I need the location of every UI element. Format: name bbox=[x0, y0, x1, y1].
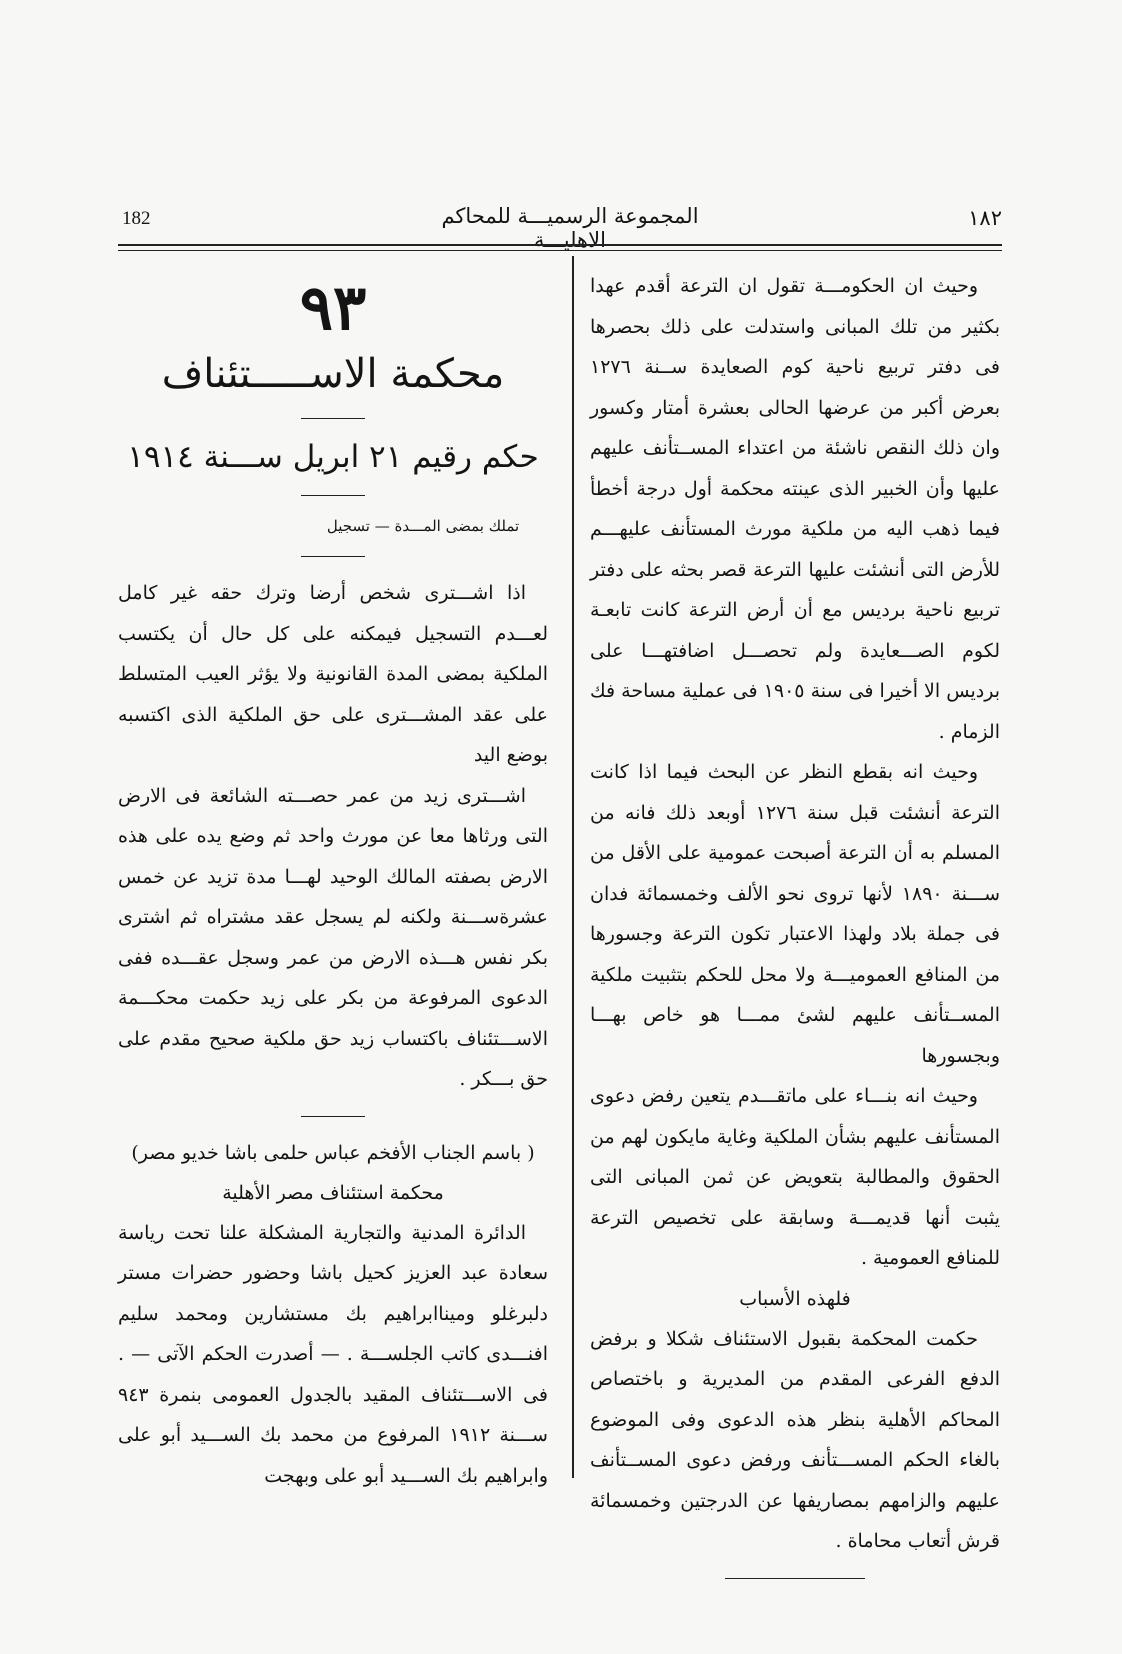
divider bbox=[301, 556, 365, 557]
divider bbox=[301, 1116, 365, 1117]
case-number: ٩٣ bbox=[299, 271, 367, 344]
body-paragraph: الدائرة المدنية والتجارية المشكلة علنا تحت رياسة سعادة عبد العزيز كحيل باشا وحضور حضرات مستر دلبرغلو وميناابراهيم بك مستشارين ومحمد سليم افنـــدى كاتب الجلســـة . — أصدرت الحكم الآتى — . فى الاســـتئناف المقيد بالجدول العمومى بنمرة ٩٤٣ ســـنة ١٩١٢ المرفوع من محمد بك الســـيد أبو على وابراهيم بك الســـيد أبو على وبهجت bbox=[118, 1221, 548, 1487]
sub-court-name: محكمة استئناف مصر الأهلية bbox=[222, 1181, 444, 1204]
invocation: ( باسم الجناب الأفخم عباس حلمى باشا خديو مصر) bbox=[131, 1141, 535, 1164]
right-column bbox=[590, 266, 1000, 1595]
divider bbox=[301, 495, 365, 496]
page-number-latin: 182 bbox=[122, 208, 151, 229]
facts-paragraph: اشـــترى زيد من عمر حصـــته الشائعة فى الارض التى ورثاها معا عن مورث واحد ثم وضع يده على هذه الارض بصفته المالك الوحيد لهـــا مدة تزيد عن خمس عشرةســـنة ولكنه لم يسجل عقد مشتراه ثم اشترى بكر نفس هـــذه الارض من عمر وسجل عقـــده ففى الدعوى المرفوعة من بكر على زيد حكمت محكـــمة الاســـتئناف باكتساب زيد حق ملكية صحيح مقدم على حق بـــكر . bbox=[118, 784, 548, 1090]
paragraph: وحيث انه بنـــاء على ماتقـــدم يتعين رفض دعوى المستأنف عليهم بشأن الملكية وغاية مايكون لهم من الحقوق والمطالبة بتعويض عن ثمن المبانى التى يثبت أنها قديمـــة وسابقة على تخصيص الترعة للمنافع العمومية . bbox=[590, 1085, 1000, 1269]
left-column bbox=[118, 268, 548, 1496]
running-title: المجموعة الرسميـــة للمحاكم الاهليـــة bbox=[441, 204, 699, 252]
keywords: تملك بمضى المـــدة — تسجيل bbox=[326, 517, 520, 535]
summary-paragraph: اذا اشـــترى شخص أرضا وترك حقه غير كامل لعـــدم التسجيل فيمكنه على كل حال أن يكتسب الملكية بمضى المدة القانونية ولا يؤثر العيب المتسلط على عقد المشـــترى على حق الملكية الذى اكتسبه بوضع اليد bbox=[118, 582, 548, 766]
ruling-date: حكم رقيم ٢١ ابريل ســـنة ١٩١٤ bbox=[127, 439, 539, 475]
divider bbox=[301, 418, 365, 419]
end-rule bbox=[725, 1578, 865, 1579]
verdict-paragraph: حكمت المحكمة بقبول الاستئناف شكلا و برفض الدفع الفرعى المقدم من المديرية و باختصاص المحاكم الأهلية بنظر هذه الدعوى وفى الموضوع بالغاء الحكم المســـتأنف ورفض دعوى المســتأنف عليهم والزامهم بمصاريفها عن الدرجتين وخمسمائة قرش أتعاب محاماة . bbox=[590, 1327, 1000, 1552]
reasons-heading: فلهذه الأسباب bbox=[739, 1287, 851, 1310]
paragraph: وحيث ان الحكومـــة تقول ان الترعة أقدم عهدا بكثير من تلك المبانى واستدلت على ذلك بحصرها فى دفتر تربيع ناحية كوم الصعايدة ســنة ١٢٧٦ بعرض أكبر من عرضها الحالى بعشرة أمتار وكسور وان ذلك النقص ناشئة من اعتداء المســتأنف عليهم عليها وأن الخبير الذى عينته محكمة أول درجة أخطأ فيما ذهب اليه من ملكية مورث المستأنف عليهـــم للأرض التى أنشئت عليها الترعة قصر بحثه على دفتر تربيع ناحية برديس مع أن أرض الترعة كانت تابعـة لكوم الصـــعايدة ولم تحصـــل اضافتهـــا على برديس الا أخيرا فى سنة ١٩٠٥ فى عملية مساحة فك الزمام . bbox=[590, 275, 1000, 743]
page-number-arabic: ١٨٢ bbox=[968, 206, 1002, 230]
header-rule-thin bbox=[118, 250, 1002, 251]
header-rule-thick bbox=[118, 244, 1002, 246]
column-divider bbox=[572, 256, 574, 1478]
paragraph: وحيث انه بقطع النظر عن البحث فيما اذا كانت الترعة أنشئت قبل سنة ١٢٧٦ أوبعد ذلك فانه من المسلم به أن الترعة أصبحت عمومية على الأقل من ســـنة ١٨٩٠ لأنها تروى نحو الألف وخمسمائة فدان فى جملة بلاد ولهذا الاعتبار تكون الترعة وجسورها من المنافع العموميـــة ولا محل للحكم بتثبيت ملكية المســتأنف عليهم لشئ ممـــا هو خاص بهـــا وبجسورها bbox=[590, 761, 1000, 1067]
court-name: محكمة الاســـــتئناف bbox=[161, 351, 505, 397]
